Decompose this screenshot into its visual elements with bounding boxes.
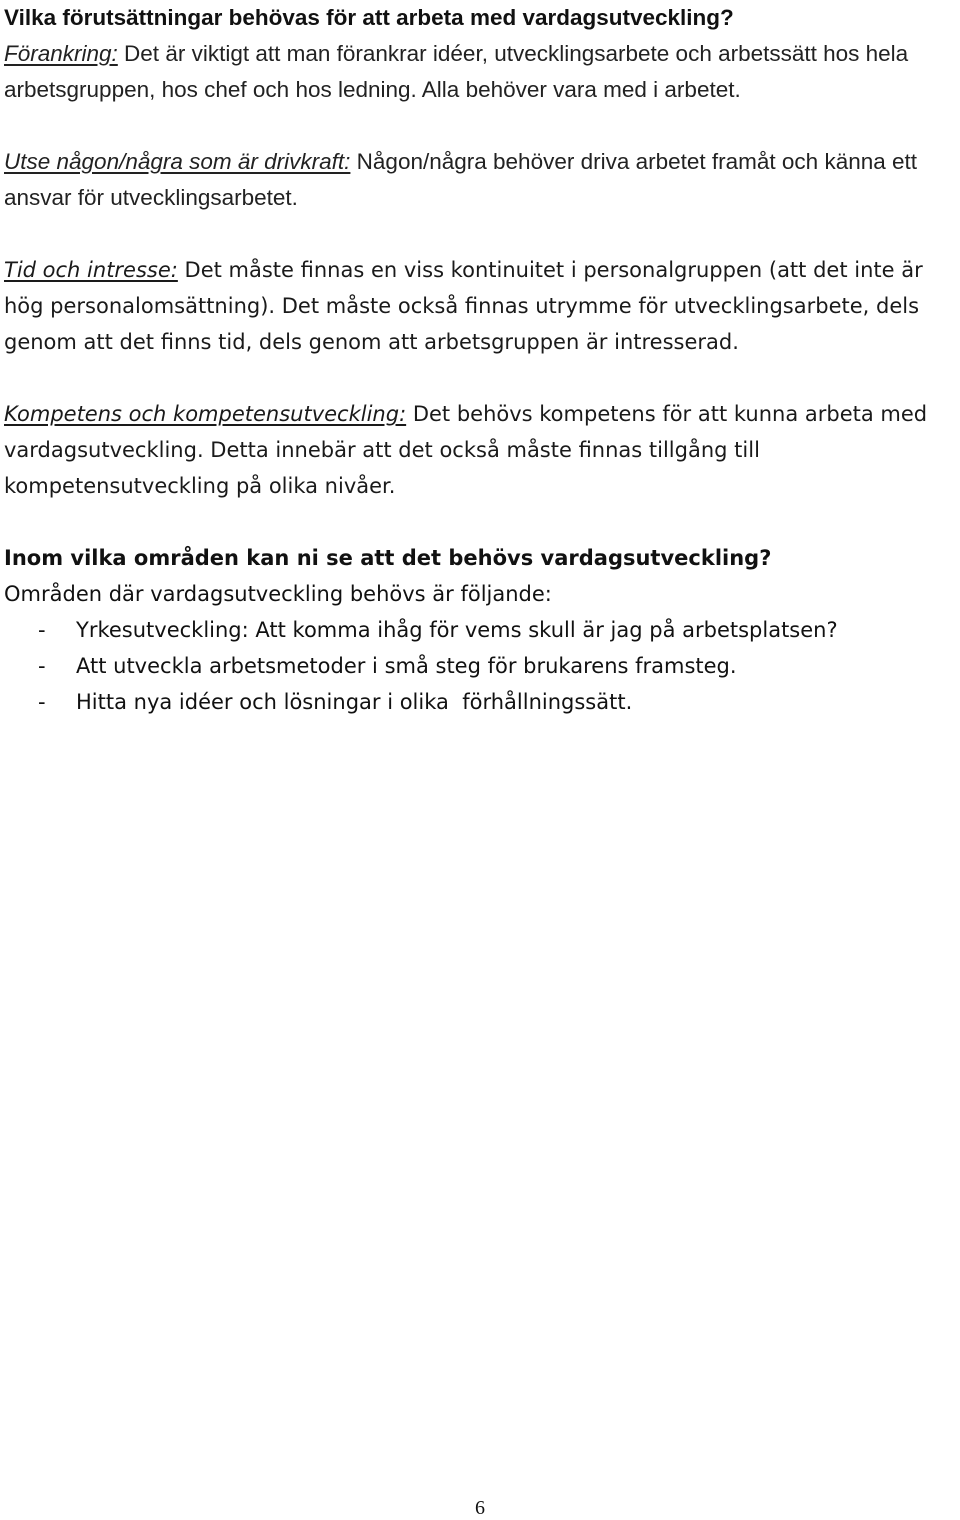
section-lead: Utse någon/några som är drivkraft: [4, 149, 351, 174]
list-item-text: Hitta nya idéer och lösningar i olika förhållningssätt. [76, 690, 633, 714]
section-lead: Tid och intresse: [4, 258, 178, 282]
document-heading: Vilka förutsättningar behövas för att arbeta med vardagsutveckling? [4, 5, 734, 30]
areas-list [4, 612, 956, 720]
section-lead: Kompetens och kompetensutveckling: [4, 402, 407, 426]
list-item-text: Yrkesutveckling: Att komma ihåg för vems skull är jag på arbetsplatsen? [76, 618, 838, 642]
section-kompetens [4, 396, 956, 504]
section-drivkraft [4, 144, 956, 216]
dash-bullet-icon: - [38, 654, 46, 678]
list-item-text: Att utveckla arbetsmetoder i små steg för brukarens framsteg. [76, 654, 737, 678]
spacer [4, 504, 956, 540]
section-text: Det behövs kompetens för att kunna arbeta med vardagsutveckling. Detta innebär att det också måste finnas tillgång till kompetensutveckling på olika nivåer. [4, 402, 928, 498]
section-text: Någon/några behöver driva arbetet framåt och känna ett ansvar för utvecklingsarbetet. [4, 149, 918, 210]
dash-bullet-icon: - [38, 618, 46, 642]
section-text: Det är viktigt att man förankrar idéer, utvecklingsarbete och arbetssätt hos hela arbetsgruppen, hos chef och hos ledning. Alla behöver vara med i arbetet. [4, 41, 909, 102]
list-item [4, 648, 956, 684]
areas-heading: Inom vilka områden kan ni se att det behövs vardagsutveckling? [4, 546, 772, 570]
list-item [4, 612, 956, 648]
section-tid-och-intresse [4, 252, 956, 360]
list-item [4, 684, 956, 720]
section-lead: Förankring: [4, 41, 118, 66]
document-page [4, 0, 956, 720]
section-forankring [4, 36, 956, 108]
spacer [4, 360, 956, 396]
page-number: 6 [475, 1497, 485, 1519]
dash-bullet-icon: - [38, 690, 46, 714]
section-text: Det måste finnas en viss kontinuitet i personalgruppen (att det inte är hög personalomsättning). Det måste också finnas utrymme för utvecklingsarbete, dels genom att det finns tid, dels genom att arbetsgruppen är intresserad. [4, 258, 923, 354]
areas-intro: Områden där vardagsutveckling behövs är följande: [4, 582, 552, 606]
spacer [4, 216, 956, 252]
spacer [4, 108, 956, 144]
